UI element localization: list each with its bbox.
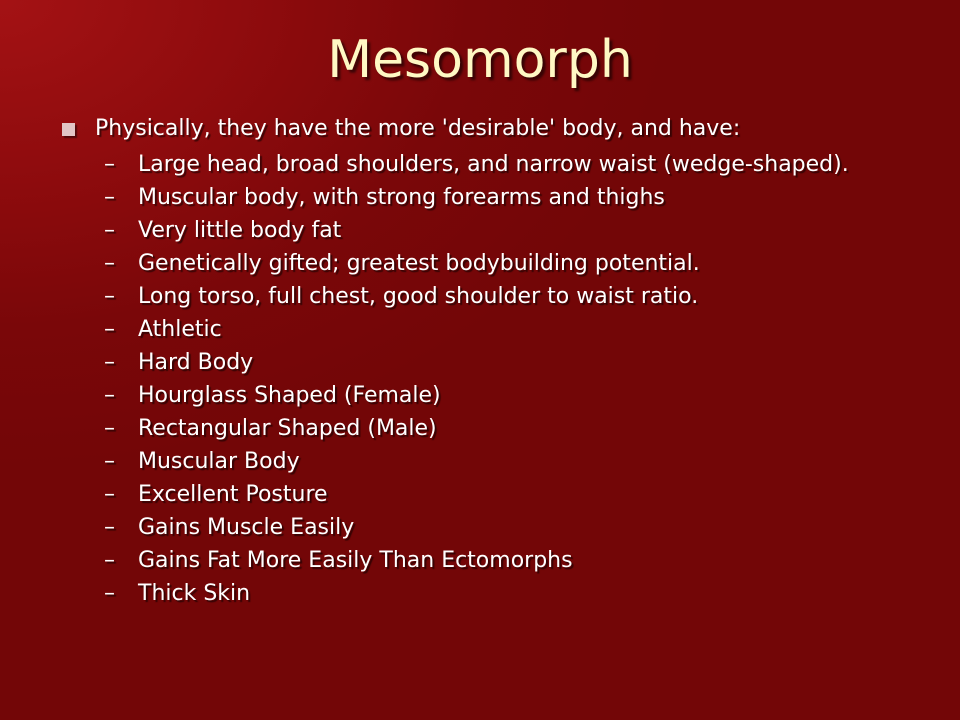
- list-item-text: Athletic: [138, 317, 222, 342]
- list-item: [60, 379, 920, 412]
- slide-body: [60, 112, 920, 610]
- main-bullet-item: [60, 112, 920, 146]
- dash-bullet-icon: –: [104, 350, 115, 375]
- dash-bullet-icon: –: [104, 383, 115, 408]
- slide-title: Mesomorph: [327, 30, 633, 90]
- dash-bullet-icon: –: [104, 218, 115, 243]
- dash-bullet-icon: –: [104, 284, 115, 309]
- list-item-text: Long torso, full chest, good shoulder to waist ratio.: [138, 284, 699, 309]
- sub-bullet-list: [60, 148, 920, 610]
- list-item-text: Hourglass Shaped (Female): [138, 383, 441, 408]
- list-item-text: Hard Body: [138, 350, 254, 375]
- list-item: [60, 280, 920, 313]
- dash-bullet-icon: –: [104, 548, 115, 573]
- square-bullet-icon: [62, 123, 75, 136]
- list-item: [60, 412, 920, 445]
- list-item: [60, 445, 920, 478]
- dash-bullet-icon: –: [104, 581, 115, 606]
- dash-bullet-icon: –: [104, 416, 115, 441]
- list-item-text: Thick Skin: [138, 581, 251, 606]
- list-item-text: Genetically gifted; greatest bodybuilding potential.: [138, 251, 700, 276]
- list-item-text: Excellent Posture: [138, 482, 328, 507]
- list-item: [60, 214, 920, 247]
- list-item: [60, 544, 920, 577]
- dash-bullet-icon: –: [104, 449, 115, 474]
- dash-bullet-icon: –: [104, 515, 115, 540]
- list-item-text: Muscular body, with strong forearms and thighs: [138, 185, 665, 210]
- dash-bullet-icon: –: [104, 482, 115, 507]
- list-item-text: Gains Muscle Easily: [138, 515, 355, 540]
- list-item: [60, 511, 920, 544]
- list-item: [60, 478, 920, 511]
- list-item: [60, 247, 920, 280]
- dash-bullet-icon: –: [104, 251, 115, 276]
- list-item: [60, 313, 920, 346]
- dash-bullet-icon: –: [104, 185, 115, 210]
- dash-bullet-icon: –: [104, 317, 115, 342]
- list-item-text: Rectangular Shaped (Male): [138, 416, 437, 441]
- dash-bullet-icon: –: [104, 152, 115, 177]
- list-item-text: Large head, broad shoulders, and narrow waist (wedge-shaped).: [138, 152, 849, 177]
- main-bullet-text: Physically, they have the more 'desirable' body, and have:: [95, 116, 741, 141]
- list-item: [60, 181, 920, 214]
- list-item-text: Muscular Body: [138, 449, 300, 474]
- list-item: [60, 148, 920, 181]
- list-item-text: Gains Fat More Easily Than Ectomorphs: [138, 548, 573, 573]
- list-item: [60, 346, 920, 379]
- list-item: [60, 577, 920, 610]
- list-item-text: Very little body fat: [138, 218, 342, 243]
